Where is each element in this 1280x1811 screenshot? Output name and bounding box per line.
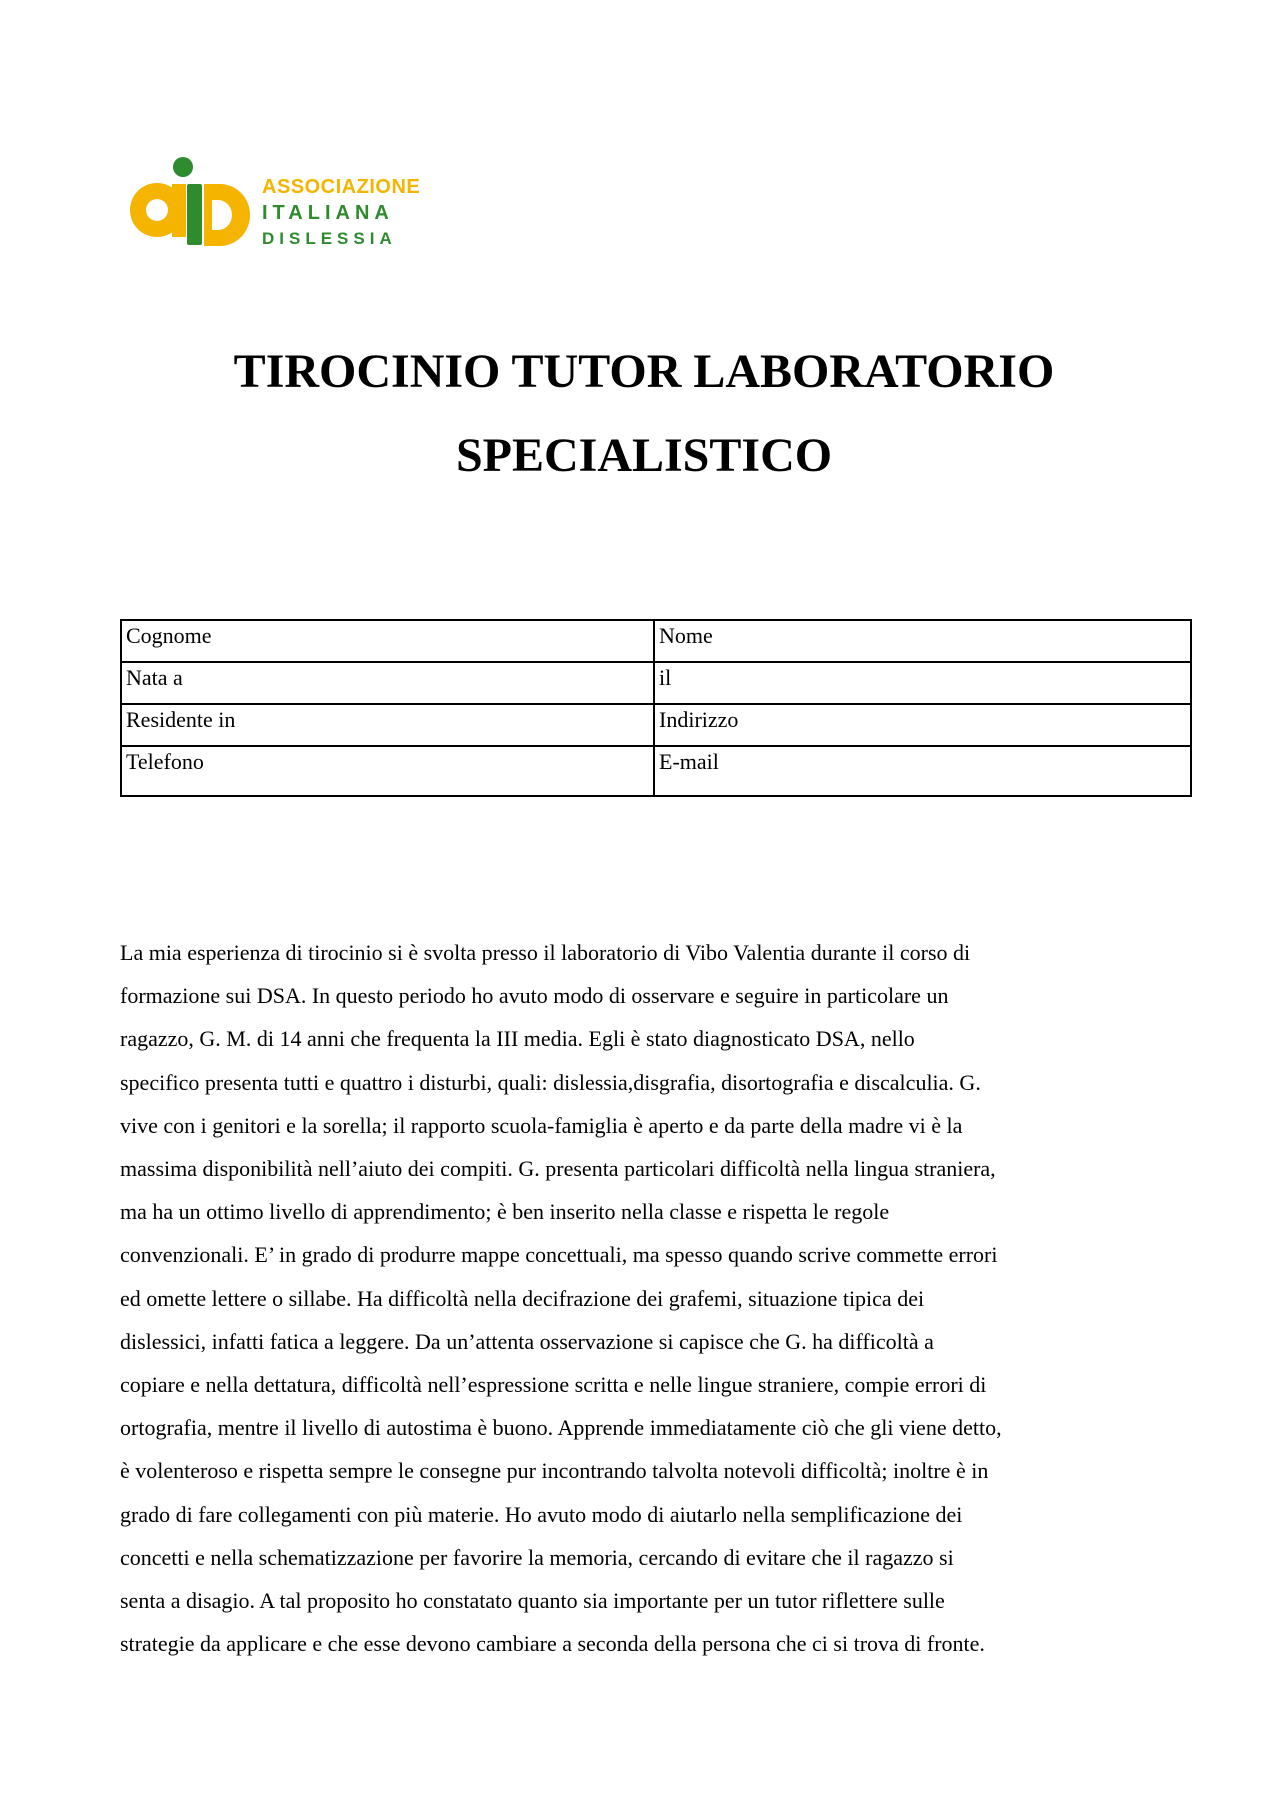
logo-line-italiana: ITALIANA: [262, 202, 394, 224]
field-nome: Nome: [654, 620, 1191, 662]
paragraph-line: dislessici, infatti fatica a leggere. Da un’attenta osservazione si capisce che G. ha difficoltà a: [120, 1328, 934, 1354]
field-telefono: Telefono: [121, 746, 654, 796]
body-paragraph: [120, 931, 1182, 1665]
paragraph-line: ragazzo, G. M. di 14 anni che frequenta la III media. Egli è stato diagnosticato DSA, nello: [120, 1026, 915, 1052]
field-cognome: Cognome: [121, 620, 654, 662]
paragraph-line: formazione sui DSA. In questo periodo ho avuto modo di osservare e seguire in particolare un: [120, 983, 949, 1009]
paragraph-line: senta a disagio. A tal proposito ho constatato quanto sia importante per un tutor riflettere sulle: [120, 1588, 945, 1614]
table-row: [121, 746, 1191, 796]
table-row: [121, 704, 1191, 746]
paragraph-line: ma ha un ottimo livello di apprendimento; è ben inserito nella classe e rispetta le regole: [120, 1199, 890, 1225]
paragraph-line: ed omette lettere o sillabe. Ha difficoltà nella decifrazione dei grafemi, situazione tipica dei: [120, 1285, 925, 1311]
paragraph-line: concetti e nella schematizzazione per favorire la memoria, cercando di evitare che il ragazzo si: [120, 1544, 954, 1570]
document-title-line-1: TIROCINIO TUTOR LABORATORIO: [233, 345, 1055, 398]
paragraph-line: ortografia, mentre il livello di autostima è buono. Apprende immediatamente ciò che gli viene detto,: [120, 1415, 1002, 1441]
aid-logo-mark: [124, 154, 254, 254]
table-row: [121, 620, 1191, 662]
paragraph-line: massima disponibilità nell’aiuto dei compiti. G. presenta particolari difficoltà nella lingua straniera,: [120, 1156, 996, 1182]
document-title-line-2: SPECIALISTICO: [455, 429, 833, 482]
field-il: il: [654, 662, 1191, 704]
field-residente-in: Residente in: [121, 704, 654, 746]
paragraph-line: copiare e nella dettatura, difficoltà nell’espressione scritta e nelle lingue straniere, compie errori di: [120, 1372, 987, 1398]
paragraph-line: convenzionali. E’ in grado di produrre mappe concettuali, ma spesso quando scrive commette errori: [120, 1242, 998, 1268]
table-row: [121, 662, 1191, 704]
field-indirizzo: Indirizzo: [654, 704, 1191, 746]
paragraph-line: grado di fare collegamenti con più materie. Ho avuto modo di aiutarlo nella semplificazione dei: [120, 1501, 963, 1527]
logo-line-associazione: ASSOCIAZIONE: [262, 176, 421, 198]
document-title: [0, 330, 1280, 498]
paragraph-line: strategie da applicare e che esse devono cambiare a seconda della persona che ci si trova di fronte.: [120, 1631, 985, 1657]
field-nata-a: Nata a: [121, 662, 654, 704]
personal-info-table: [120, 619, 1192, 797]
paragraph-line: La mia esperienza di tirocinio si è svolta presso il laboratorio di Vibo Valentia durante il corso di: [120, 940, 971, 965]
logo-line-dislessia: DISLESSIA: [262, 229, 397, 248]
paragraph-line: vive con i genitori e la sorella; il rapporto scuola-famiglia è aperto e da parte della madre vi è la: [120, 1112, 963, 1138]
paragraph-line: è volenteroso e rispetta sempre le consegne pur incontrando talvolta notevoli difficoltà; inoltre è in: [120, 1458, 989, 1484]
field-email: E-mail: [654, 746, 1191, 796]
paragraph-line: specifico presenta tutti e quattro i disturbi, quali: dislessia,disgrafia, disortografia e discalculia. G.: [120, 1069, 981, 1095]
aid-logo-text: [262, 174, 420, 252]
aid-logo: [124, 154, 424, 254]
